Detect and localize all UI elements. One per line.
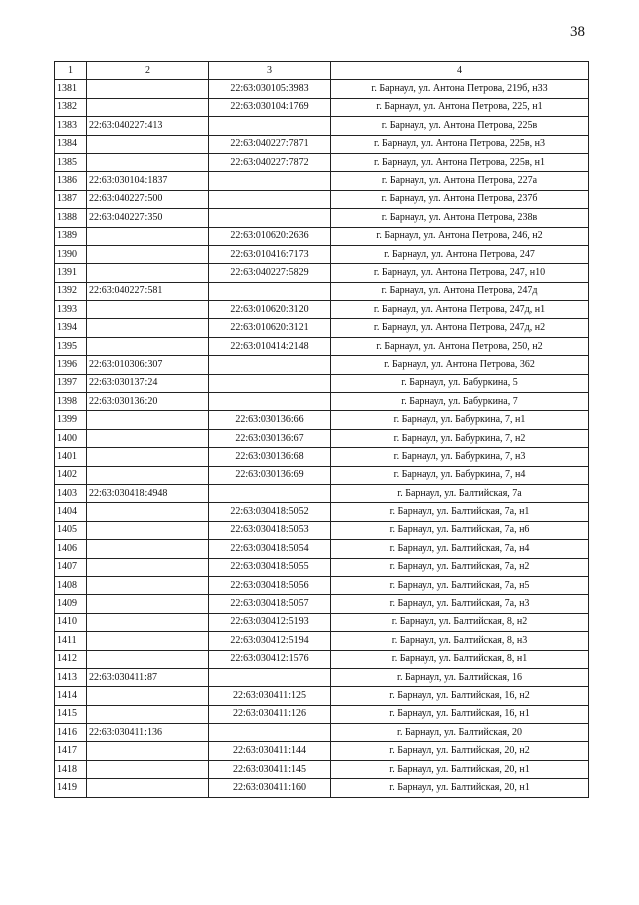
row-number: 1394 (55, 319, 87, 337)
building-cadastral-number: 22:63:030136:66 (209, 411, 331, 429)
table-row (55, 172, 589, 190)
building-cadastral-number: 22:63:030105:3983 (209, 80, 331, 98)
table-row (55, 190, 589, 208)
row-number: 1386 (55, 172, 87, 190)
table-row (55, 411, 589, 429)
address: г. Барнаул, ул. Антона Петрова, 247д, н2 (331, 319, 589, 337)
table-row (55, 521, 589, 539)
row-number: 1398 (55, 393, 87, 411)
building-cadastral-number: 22:63:030418:5054 (209, 540, 331, 558)
land-cadastral-number: 22:63:030137:24 (87, 374, 209, 392)
building-cadastral-number (209, 374, 331, 392)
table-row (55, 687, 589, 705)
land-cadastral-number (87, 632, 209, 650)
address: г. Барнаул, ул. Антона Петрова, 247, н10 (331, 264, 589, 282)
building-cadastral-number (209, 484, 331, 502)
row-number: 1387 (55, 190, 87, 208)
row-number: 1415 (55, 705, 87, 723)
row-number: 1411 (55, 632, 87, 650)
address: г. Барнаул, ул. Балтийская, 7а (331, 484, 589, 502)
building-cadastral-number: 22:63:030418:5056 (209, 576, 331, 594)
land-cadastral-number (87, 448, 209, 466)
building-cadastral-number: 22:63:030136:69 (209, 466, 331, 484)
land-cadastral-number (87, 650, 209, 668)
land-cadastral-number: 22:63:030411:136 (87, 724, 209, 742)
address: г. Барнаул, ул. Антона Петрова, 238в (331, 209, 589, 227)
table-row (55, 466, 589, 484)
table-row (55, 245, 589, 263)
building-cadastral-number (209, 282, 331, 300)
row-number: 1412 (55, 650, 87, 668)
row-number: 1416 (55, 724, 87, 742)
table-row (55, 319, 589, 337)
table-row (55, 356, 589, 374)
registry-table (54, 61, 589, 798)
building-cadastral-number (209, 668, 331, 686)
table-row (55, 135, 589, 153)
land-cadastral-number (87, 576, 209, 594)
address: г. Барнаул, ул. Антона Петрова, 247 (331, 245, 589, 263)
column-header-4: 4 (331, 62, 589, 80)
address: г. Барнаул, ул. Антона Петрова, 237б (331, 190, 589, 208)
building-cadastral-number: 22:63:030411:145 (209, 760, 331, 778)
row-number: 1406 (55, 540, 87, 558)
table-row (55, 393, 589, 411)
building-cadastral-number: 22:63:030411:144 (209, 742, 331, 760)
row-number: 1418 (55, 760, 87, 778)
address: г. Барнаул, ул. Балтийская, 7а, н4 (331, 540, 589, 558)
building-cadastral-number: 22:63:010620:2636 (209, 227, 331, 245)
row-number: 1400 (55, 429, 87, 447)
building-cadastral-number: 22:63:010620:3120 (209, 301, 331, 319)
page-number: 38 (570, 24, 585, 40)
land-cadastral-number (87, 411, 209, 429)
land-cadastral-number (87, 337, 209, 355)
building-cadastral-number: 22:63:030418:5053 (209, 521, 331, 539)
land-cadastral-number: 22:63:040227:413 (87, 117, 209, 135)
land-cadastral-number (87, 466, 209, 484)
land-cadastral-number (87, 540, 209, 558)
table-row (55, 337, 589, 355)
land-cadastral-number (87, 429, 209, 447)
row-number: 1409 (55, 595, 87, 613)
building-cadastral-number: 22:63:040227:7871 (209, 135, 331, 153)
table-row (55, 632, 589, 650)
address: г. Барнаул, ул. Антона Петрова, 225, н1 (331, 98, 589, 116)
land-cadastral-number: 22:63:030411:87 (87, 668, 209, 686)
table-row (55, 742, 589, 760)
table-row (55, 282, 589, 300)
address: г. Барнаул, ул. Балтийская, 8, н1 (331, 650, 589, 668)
address: г. Барнаул, ул. Бабуркина, 7, н4 (331, 466, 589, 484)
address: г. Барнаул, ул. Антона Петрова, 227а (331, 172, 589, 190)
land-cadastral-number (87, 80, 209, 98)
table-row (55, 117, 589, 135)
land-cadastral-number (87, 301, 209, 319)
land-cadastral-number (87, 779, 209, 797)
address: г. Барнаул, ул. Антона Петрова, 225в, н3 (331, 135, 589, 153)
building-cadastral-number: 22:63:030412:1576 (209, 650, 331, 668)
row-number: 1413 (55, 668, 87, 686)
column-header-1: 1 (55, 62, 87, 80)
land-cadastral-number (87, 319, 209, 337)
address: г. Барнаул, ул. Балтийская, 16, н1 (331, 705, 589, 723)
building-cadastral-number: 22:63:030411:160 (209, 779, 331, 797)
building-cadastral-number: 22:63:030104:1769 (209, 98, 331, 116)
address: г. Барнаул, ул. Бабуркина, 7 (331, 393, 589, 411)
building-cadastral-number: 22:63:030418:5052 (209, 503, 331, 521)
building-cadastral-number: 22:63:030411:125 (209, 687, 331, 705)
row-number: 1404 (55, 503, 87, 521)
address: г. Барнаул, ул. Бабуркина, 7, н1 (331, 411, 589, 429)
column-header-3: 3 (209, 62, 331, 80)
row-number: 1392 (55, 282, 87, 300)
table-row (55, 705, 589, 723)
land-cadastral-number: 22:63:030136:20 (87, 393, 209, 411)
land-cadastral-number (87, 153, 209, 171)
building-cadastral-number: 22:63:010414:2148 (209, 337, 331, 355)
building-cadastral-number (209, 209, 331, 227)
table-row (55, 374, 589, 392)
land-cadastral-number (87, 227, 209, 245)
land-cadastral-number: 22:63:040227:581 (87, 282, 209, 300)
address: г. Барнаул, ул. Балтийская, 8, н2 (331, 613, 589, 631)
row-number: 1381 (55, 80, 87, 98)
table-row (55, 227, 589, 245)
building-cadastral-number (209, 393, 331, 411)
address: г. Барнаул, ул. Антона Петрова, 250, н2 (331, 337, 589, 355)
address: г. Барнаул, ул. Бабуркина, 7, н3 (331, 448, 589, 466)
table-row (55, 209, 589, 227)
row-number: 1408 (55, 576, 87, 594)
table-row (55, 650, 589, 668)
row-number: 1419 (55, 779, 87, 797)
land-cadastral-number (87, 687, 209, 705)
land-cadastral-number (87, 558, 209, 576)
address: г. Барнаул, ул. Бабуркина, 5 (331, 374, 589, 392)
table-row (55, 595, 589, 613)
address: г. Барнаул, ул. Антона Петрова, 225в (331, 117, 589, 135)
address: г. Барнаул, ул. Балтийская, 20 (331, 724, 589, 742)
row-number: 1401 (55, 448, 87, 466)
address: г. Барнаул, ул. Балтийская, 8, н3 (331, 632, 589, 650)
address: г. Барнаул, ул. Антона Петрова, 247д, н1 (331, 301, 589, 319)
land-cadastral-number: 22:63:040227:350 (87, 209, 209, 227)
row-number: 1389 (55, 227, 87, 245)
building-cadastral-number: 22:63:030411:126 (209, 705, 331, 723)
row-number: 1402 (55, 466, 87, 484)
table-row (55, 98, 589, 116)
table-row (55, 484, 589, 502)
land-cadastral-number (87, 264, 209, 282)
building-cadastral-number: 22:63:030136:67 (209, 429, 331, 447)
address: г. Барнаул, ул. Балтийская, 20, н1 (331, 779, 589, 797)
row-number: 1397 (55, 374, 87, 392)
row-number: 1391 (55, 264, 87, 282)
table-body (55, 80, 589, 797)
address: г. Барнаул, ул. Балтийская, 7а, н3 (331, 595, 589, 613)
building-cadastral-number (209, 117, 331, 135)
table-row (55, 576, 589, 594)
row-number: 1414 (55, 687, 87, 705)
building-cadastral-number (209, 172, 331, 190)
land-cadastral-number (87, 98, 209, 116)
row-number: 1410 (55, 613, 87, 631)
building-cadastral-number: 22:63:030412:5194 (209, 632, 331, 650)
land-cadastral-number (87, 595, 209, 613)
row-number: 1385 (55, 153, 87, 171)
row-number: 1390 (55, 245, 87, 263)
table-row (55, 153, 589, 171)
address: г. Барнаул, ул. Антона Петрова, 247д (331, 282, 589, 300)
table-row (55, 448, 589, 466)
land-cadastral-number: 22:63:030104:1837 (87, 172, 209, 190)
address: г. Барнаул, ул. Балтийская, 20, н2 (331, 742, 589, 760)
land-cadastral-number (87, 521, 209, 539)
table-row (55, 264, 589, 282)
table-row (55, 80, 589, 98)
land-cadastral-number (87, 742, 209, 760)
building-cadastral-number: 22:63:030412:5193 (209, 613, 331, 631)
building-cadastral-number (209, 356, 331, 374)
building-cadastral-number: 22:63:030136:68 (209, 448, 331, 466)
address: г. Барнаул, ул. Балтийская, 20, н1 (331, 760, 589, 778)
row-number: 1382 (55, 98, 87, 116)
table-header-row (55, 62, 589, 80)
address: г. Барнаул, ул. Балтийская, 16, н2 (331, 687, 589, 705)
land-cadastral-number: 22:63:010306:307 (87, 356, 209, 374)
row-number: 1407 (55, 558, 87, 576)
address: г. Барнаул, ул. Балтийская, 7а, н2 (331, 558, 589, 576)
table-row (55, 540, 589, 558)
land-cadastral-number (87, 503, 209, 521)
address: г. Барнаул, ул. Антона Петрова, 246, н2 (331, 227, 589, 245)
table-row (55, 558, 589, 576)
building-cadastral-number: 22:63:030418:5057 (209, 595, 331, 613)
table-row (55, 779, 589, 797)
address: г. Барнаул, ул. Балтийская, 7а, н1 (331, 503, 589, 521)
building-cadastral-number: 22:63:030418:5055 (209, 558, 331, 576)
row-number: 1388 (55, 209, 87, 227)
table-row (55, 724, 589, 742)
land-cadastral-number: 22:63:040227:500 (87, 190, 209, 208)
row-number: 1405 (55, 521, 87, 539)
land-cadastral-number (87, 705, 209, 723)
land-cadastral-number (87, 760, 209, 778)
row-number: 1384 (55, 135, 87, 153)
address: г. Барнаул, ул. Бабуркина, 7, н2 (331, 429, 589, 447)
row-number: 1417 (55, 742, 87, 760)
row-number: 1396 (55, 356, 87, 374)
address: г. Барнаул, ул. Антона Петрова, 362 (331, 356, 589, 374)
column-header-2: 2 (87, 62, 209, 80)
building-cadastral-number: 22:63:010416:7173 (209, 245, 331, 263)
address: г. Барнаул, ул. Антона Петрова, 219б, н33 (331, 80, 589, 98)
row-number: 1395 (55, 337, 87, 355)
address: г. Барнаул, ул. Балтийская, 7а, н6 (331, 521, 589, 539)
building-cadastral-number (209, 724, 331, 742)
building-cadastral-number (209, 190, 331, 208)
land-cadastral-number (87, 135, 209, 153)
row-number: 1403 (55, 484, 87, 502)
row-number: 1393 (55, 301, 87, 319)
building-cadastral-number: 22:63:040227:7872 (209, 153, 331, 171)
address: г. Барнаул, ул. Балтийская, 7а, н5 (331, 576, 589, 594)
address: г. Барнаул, ул. Антона Петрова, 225в, н1 (331, 153, 589, 171)
land-cadastral-number (87, 245, 209, 263)
table-row (55, 429, 589, 447)
table-row (55, 301, 589, 319)
land-cadastral-number (87, 613, 209, 631)
building-cadastral-number: 22:63:010620:3121 (209, 319, 331, 337)
address: г. Барнаул, ул. Балтийская, 16 (331, 668, 589, 686)
building-cadastral-number: 22:63:040227:5829 (209, 264, 331, 282)
land-cadastral-number: 22:63:030418:4948 (87, 484, 209, 502)
table-row (55, 613, 589, 631)
row-number: 1383 (55, 117, 87, 135)
row-number: 1399 (55, 411, 87, 429)
table-row (55, 503, 589, 521)
table-row (55, 760, 589, 778)
table-row (55, 668, 589, 686)
